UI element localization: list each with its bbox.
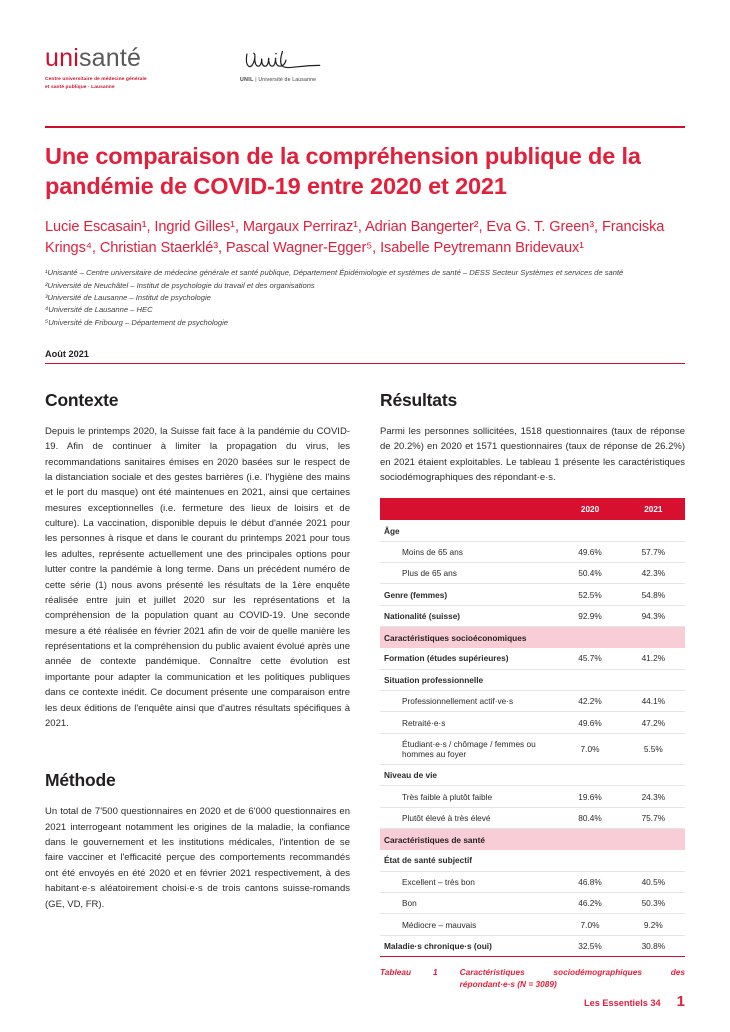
table-row	[380, 541, 685, 562]
table-row-label: Excellent – très bon	[380, 871, 558, 892]
table-cell-2021: 57.7%	[622, 541, 685, 562]
table-cell-2021: 54.8%	[622, 584, 685, 605]
section-heading-contexte: Contexte	[45, 389, 119, 410]
affiliation-list	[45, 267, 685, 328]
unil-logo	[240, 46, 348, 83]
table-cell-2020: 32.5%	[558, 935, 621, 956]
table-row	[380, 690, 685, 711]
table-caption-lead: Tableau	[380, 967, 412, 978]
table-cell-2020: 46.2%	[558, 892, 621, 913]
table-row	[380, 892, 685, 913]
table-col-2020: 2020	[558, 498, 621, 520]
left-column	[45, 390, 350, 990]
affiliation-item: ¹Unisanté – Centre universitaire de médecine générale et santé publique, Département Épidémiologie et systèmes de santé – DESS Secteur Systèmes et services de santé	[45, 268, 624, 278]
table-cell-2020: 49.6%	[558, 541, 621, 562]
unil-mark: UNIL	[240, 77, 254, 83]
unisante-wordmark-dark: santé	[78, 44, 142, 72]
table-row-label: Bon	[380, 892, 558, 913]
table-row-label: Âge	[380, 520, 558, 541]
table-cell-2020: 45.7%	[558, 648, 621, 669]
table-cell-2021: 30.8%	[622, 935, 685, 956]
unisante-tagline	[45, 76, 177, 91]
table-cell-2021: 9.2%	[622, 914, 685, 935]
affiliation-item: ²Université de Neuchâtel – Institut de psychologie du travail et des organisations	[45, 280, 315, 290]
unisante-tagline-line1: Centre universitaire de médecine générale	[45, 77, 147, 82]
table-row	[380, 520, 685, 541]
page-footer	[584, 993, 685, 1010]
table-head	[380, 498, 685, 520]
table-cell-2021: 94.3%	[622, 605, 685, 626]
table-row	[380, 850, 685, 871]
table-cell-2020: 50.4%	[558, 563, 621, 584]
unil-separator: |	[255, 77, 257, 83]
table-cell-2020	[558, 850, 621, 871]
table-body	[380, 520, 685, 956]
table-row-label: Moins de 65 ans	[380, 541, 558, 562]
table-row-label: Niveau de vie	[380, 765, 558, 786]
table-cell-2021	[622, 669, 685, 690]
table-header-row	[380, 498, 685, 520]
table-row-label: Genre (femmes)	[380, 584, 558, 605]
unisante-wordmark	[45, 46, 177, 71]
table-row	[380, 807, 685, 828]
table-row-label: Maladie·s chronique·s (oui)	[380, 935, 558, 956]
table-row-label: Situation professionnelle	[380, 669, 558, 690]
table-category-label: Caractéristiques de santé	[380, 829, 685, 851]
table-row	[380, 786, 685, 807]
table-caption-body: Caractéristiques sociodémographiques des répondant·e·s (N = 3089)	[459, 967, 685, 990]
unisante-logo	[45, 46, 177, 91]
table-cell-2020: 46.8%	[558, 871, 621, 892]
table-row	[380, 563, 685, 584]
table-row	[380, 871, 685, 892]
table-cell-2020: 19.6%	[558, 786, 621, 807]
table-row	[380, 584, 685, 605]
unisante-wordmark-red: uni	[45, 44, 79, 72]
page-title: Une comparaison de la compréhension publique de la pandémie de COVID-19 entre 2020 et 2021	[45, 143, 641, 200]
table-cell-2021: 44.1%	[622, 690, 685, 711]
table-row	[380, 914, 685, 935]
section-heading-resultats: Résultats	[380, 389, 457, 410]
table-row-label: Formation (études supérieures)	[380, 648, 558, 669]
table-cell-2021: 42.3%	[622, 563, 685, 584]
publication-date: Août 2021	[45, 348, 89, 359]
right-column	[380, 390, 685, 990]
table-cell-2020	[558, 765, 621, 786]
table-cell-2021	[622, 765, 685, 786]
table-cell-2021	[622, 850, 685, 871]
table-cell-2021: 47.2%	[622, 712, 685, 733]
section-text-contexte: Depuis le printemps 2020, la Suisse fait face à la pandémie du COVID-19. Afin de continuer à limiter la propagation du virus, les recommandations sanitaires émises en 2020 basées sur le respect de la distanciation sociale et des gestes barrières (i.e. l'hygiène des mains et le port du masque) ont été maintenues en 2021, ainsi que certaines mesures exceptionnelles (i.e. fermeture des lieux de loisirs et de culture). La vaccination, disponible depuis le début d'année 2021 pour les personnes à risque et dans le courant du printemps 2021 pour tous les adultes, représente actuellement une des principales options pour lutter contre la pandémie à long terme. Dans un précédent numéro de cette série (1) nous avons présenté les résultats de la 1ère enquête réalisée entre juin et juillet 2020 sur les représentations et la compréhension de la population quant au COVID-19. Une seconde mesure a été réalisée en février 2021 afin de voir de quelle manière les représentations et la compréhension du public avaient évolué après une année de contexte pandémique. Connaître cette évolution est importante pour adapter la communication et les politiques publiques dans ce contexte inédit. Ce document présente une comparaison entre les deux éditions de l'enquête ainsi que d'autres résultats spécifiques à 2021.	[45, 425, 350, 729]
table-row	[380, 669, 685, 690]
table-row	[380, 648, 685, 669]
table-col-2021: 2021	[622, 498, 685, 520]
header-bottom-rule	[45, 363, 685, 364]
table-cell-2020	[558, 669, 621, 690]
footer-page-number: 1	[676, 993, 685, 1010]
table-cell-2020: 7.0%	[558, 914, 621, 935]
table-row	[380, 829, 685, 851]
table-cell-2021: 41.2%	[622, 648, 685, 669]
table-row-label: État de santé subjectif	[380, 850, 558, 871]
table-cell-2021: 5.5%	[622, 733, 685, 764]
table-cell-2020: 49.6%	[558, 712, 621, 733]
table-row	[380, 733, 685, 764]
table-cell-2021: 40.5%	[622, 871, 685, 892]
affiliation-item: ³Université de Lausanne – Institut de psychologie	[45, 292, 211, 302]
characteristics-table	[380, 498, 685, 957]
table-row	[380, 765, 685, 786]
table-cell-2020: 80.4%	[558, 807, 621, 828]
table-cell-2021: 24.3%	[622, 786, 685, 807]
table-row	[380, 712, 685, 733]
table-row-label: Nationalité (suisse)	[380, 605, 558, 626]
table-row-label: Retraité·e·s	[380, 712, 558, 733]
section-text-methode: Un total de 7'500 questionnaires en 2020 et de 6'000 questionnaires en 2021 interrogeant notamment les origines de la maladie, la confiance dans le gouvernement et les institutions médicales, l'intention de se faire vacciner et l'efficacité perçue des comportements recommandés ont été envoyés en été 2020 et en février 2021 respectivement, à des habitant·e·s aléatoirement choisi·e·s de trois cantons suisse-romands (GE, VD, FR).	[45, 806, 350, 910]
column-spacer	[45, 744, 350, 770]
author-list: Lucie Escasain¹, Ingrid Gilles¹, Margaux Perriraz¹, Adrian Bangerter², Eva G. T. Green³, Franciska Krings⁴, Christian Staerklé³, Pascal Wagner-Egger⁵, Isabelle Peytremann Bridevaux¹	[45, 218, 665, 256]
table-row-label: Médiocre – mauvais	[380, 914, 558, 935]
section-heading-methode: Méthode	[45, 770, 116, 791]
table-row	[380, 605, 685, 626]
unil-tagline	[240, 77, 348, 83]
affiliation-item: ⁴Université de Lausanne – HEC	[45, 305, 153, 315]
table-caption	[380, 966, 685, 990]
table-row-label: Professionnellement actif·ve·s	[380, 690, 558, 711]
unil-subtitle: Université de Lausanne	[258, 77, 317, 83]
table-caption-number: 1	[433, 967, 438, 978]
unil-script-icon	[240, 48, 344, 74]
table-col-label	[380, 498, 558, 520]
table-cell-2020	[558, 520, 621, 541]
content-columns	[45, 390, 685, 990]
table-cell-2020: 92.9%	[558, 605, 621, 626]
table-cell-2020: 42.2%	[558, 690, 621, 711]
table-row-label: Plutôt élevé à très élevé	[380, 807, 558, 828]
table-cell-2020: 7.0%	[558, 733, 621, 764]
table-cell-2020: 52.5%	[558, 584, 621, 605]
table-row-label: Très faible à plutôt faible	[380, 786, 558, 807]
table-category-label: Caractéristiques socioéconomiques	[380, 627, 685, 649]
unisante-tagline-line2: et santé publique · Lausanne	[45, 84, 115, 90]
table-row	[380, 935, 685, 956]
affiliation-item: ⁵Université de Fribourg – Département de psychologie	[45, 317, 229, 327]
section-text-resultats: Parmi les personnes sollicitées, 1518 questionnaires (taux de réponse de 20.2%) en 2020 et 1571 questionnaires (taux de réponse de 26.2%) en 2021 étaient exploitables. Le tableau 1 présente les caractéristiques sociodémographiques des répondant·e·s.	[380, 425, 685, 483]
table-cell-2021	[622, 520, 685, 541]
footer-series-label: Les Essentiels 34	[584, 998, 661, 1008]
table-cell-2021: 75.7%	[622, 807, 685, 828]
table-row-label: Plus de 65 ans	[380, 563, 558, 584]
logo-bar	[45, 0, 685, 104]
title-top-rule	[45, 126, 685, 128]
table-row-label: Étudiant·e·s / chômage / femmes ou hommes au foyer	[380, 733, 558, 764]
table-row	[380, 627, 685, 649]
table-cell-2021: 50.3%	[622, 892, 685, 913]
